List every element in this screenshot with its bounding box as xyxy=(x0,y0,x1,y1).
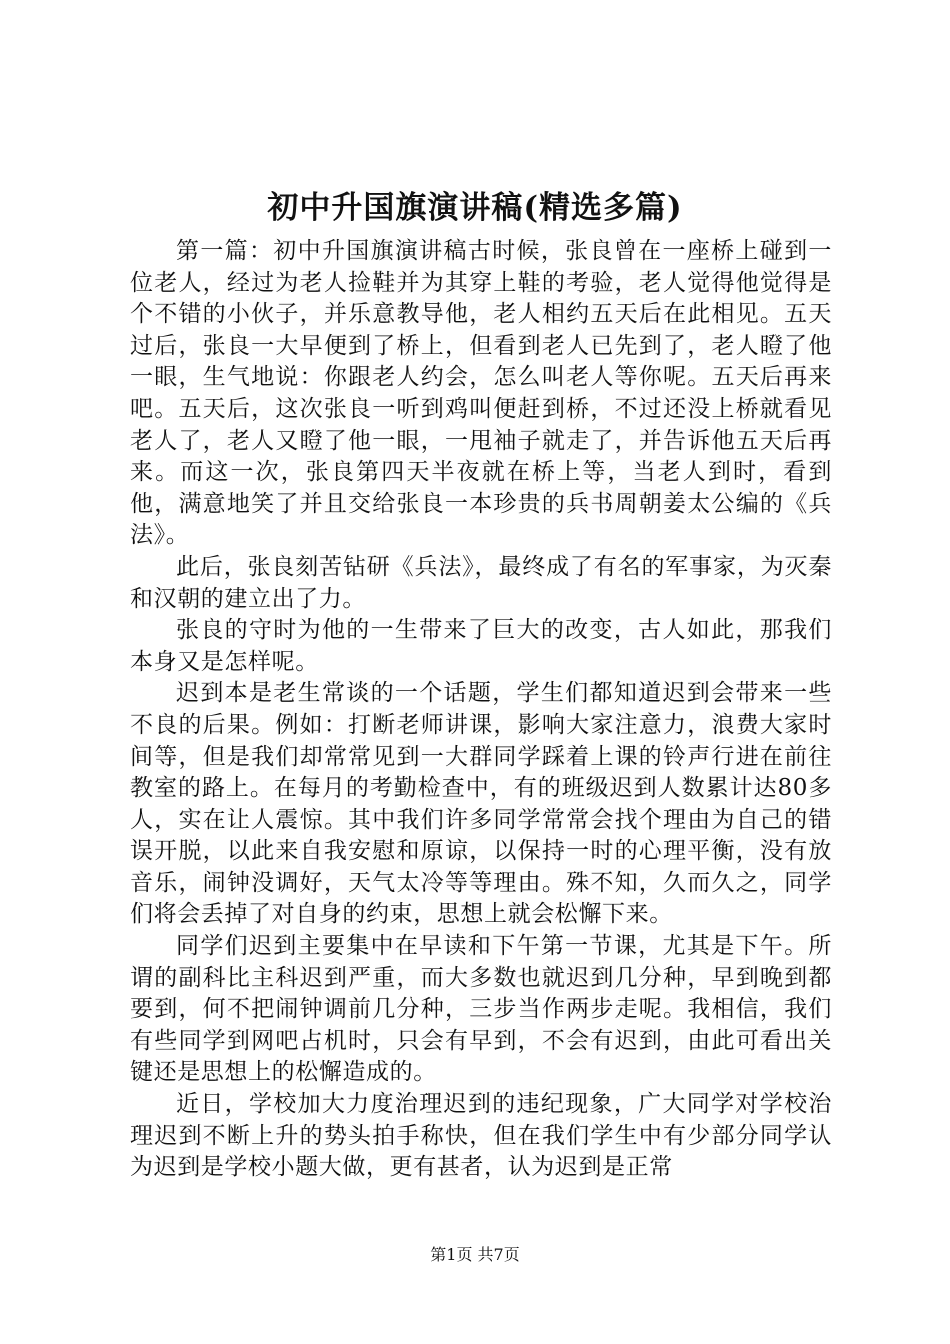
paragraph: 张良的守时为他的一生带来了巨大的改变，古人如此，那我们本身又是怎样呢。 xyxy=(130,617,832,675)
paragraph: 迟到本是老生常谈的一个话题，学生们都知道迟到会带来一些不良的后果。例如：打断老师讲课，影响大家注意力，浪费大家时间等，但是我们却常常见到一大群同学踩着上课的铃声行进在前往教室的路上。在每月的考勤检查中，有的班级迟到人数累计达80多人，实在让人震惊。其中我们许多同学常常会找个理由为自己的错误开脱，以此来自我安慰和原谅，以保持一时的心理平衡，没有放音乐，闹钟没调好，天气太冷等等理由。殊不知，久而久之，同学们将会丢掉了对自身的约束，思想上就会松懈下来。 xyxy=(130,680,832,928)
paragraph: 第一篇：初中升国旗演讲稿古时候，张良曾在一座桥上碰到一位老人，经过为老人捡鞋并为其穿上鞋的考验，老人觉得他觉得是个不错的小伙子，并乐意教导他，老人相约五天后在此相见。五天过后，张良一大早便到了桥上，但看到老人已先到了，老人瞪了他一眼，生气地说：你跟老人约会，怎么叫老人等你呢。五天后再来吧。五天后，这次张良一听到鸡叫便赶到桥，不过还没上桥就看见老人了，老人又瞪了他一眼，一甩袖子就走了，并告诉他五天后再来。而这一次，张良第四天半夜就在桥上等，当老人到时，看到他，满意地笑了并且交给张良一本珍贵的兵书周朝姜太公编的《兵法》。 xyxy=(130,238,832,549)
document-title: 初中升国旗演讲稿(精选多篇) xyxy=(267,190,683,226)
document-body xyxy=(130,236,832,1184)
paragraph: 此后，张良刻苦钻研《兵法》，最终成了有名的军事家，为灭秦和汉朝的建立出了力。 xyxy=(130,553,832,612)
page-number-footer: 第1页 共7页 xyxy=(430,1245,520,1264)
paragraph: 同学们迟到主要集中在早读和下午第一节课，尤其是下午。所谓的副科比主科迟到严重，而大多数也就迟到几分种，早到晚到都要到，何不把闹钟调前几分种，三步当作两步走呢。我相信，我们有些同学到网吧占机时，只会有早到，不会有迟到，由此可看出关键还是思想上的松懈造成的。 xyxy=(130,933,832,1086)
paragraph: 近日，学校加大力度治理迟到的违纪现象，广大同学对学校治理迟到不断上升的势头拍手称快，但在我们学生中有少部分同学认为迟到是学校小题大做，更有甚者，认为迟到是正常 xyxy=(130,1091,832,1181)
